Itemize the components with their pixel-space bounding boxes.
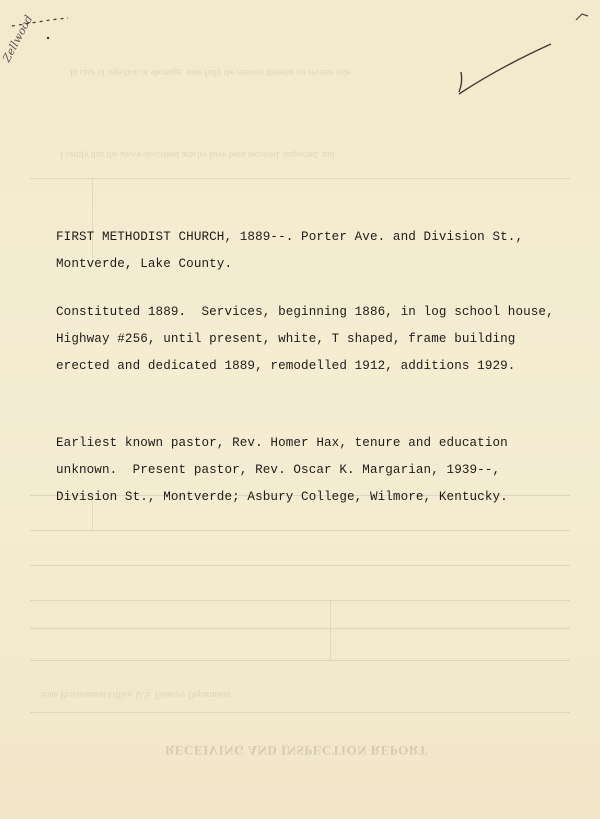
text-line: FIRST METHODIST CHURCH, 1889--. Porter Ave. and Division St.,: [56, 230, 524, 244]
corner-mark: [574, 10, 594, 24]
ghost-text: State Procurement Office, U.S. Treasury Department: [40, 690, 231, 700]
paragraph-title: [56, 224, 523, 278]
paragraph-history: [56, 299, 554, 380]
ghost-form-heading: RECEIVING AND INSPECTION REPORT: [165, 743, 428, 758]
text-line: Montverde, Lake County.: [56, 257, 233, 271]
paragraph-pastors: [56, 430, 508, 511]
ghost-rule: [30, 628, 570, 629]
ghost-text: I certify that the above-described articles have been received, inspected, and: [60, 150, 335, 160]
ghost-rule: [30, 178, 570, 179]
ghost-rule: [30, 565, 570, 566]
ghost-rule: [30, 712, 570, 713]
ink-marks: [10, 14, 70, 54]
ghost-rule: [30, 660, 570, 661]
text-line: erected and dedicated 1889, remodelled 1912, additions 1929.: [56, 359, 516, 373]
ghost-rule: [30, 530, 570, 531]
handwritten-note: Zellwood: [0, 13, 36, 65]
text-line: Earliest known pastor, Rev. Homer Hax, tenure and education: [56, 436, 508, 450]
ghost-text: In case of rejection or shortage, state fully the reasons therefor on reverse side: [70, 68, 351, 78]
text-line: Constituted 1889. Services, beginning 1886, in log school house,: [56, 305, 554, 319]
text-line: Division St., Montverde; Asbury College, Wilmore, Kentucky.: [56, 490, 508, 504]
text-line: unknown. Present pastor, Rev. Oscar K. Margarian, 1939--,: [56, 463, 501, 477]
check-mark-icon: [455, 42, 555, 102]
text-line: Highway #256, until present, white, T shaped, frame building: [56, 332, 516, 346]
ghost-rule: [330, 600, 331, 660]
ghost-rule: [30, 600, 570, 601]
